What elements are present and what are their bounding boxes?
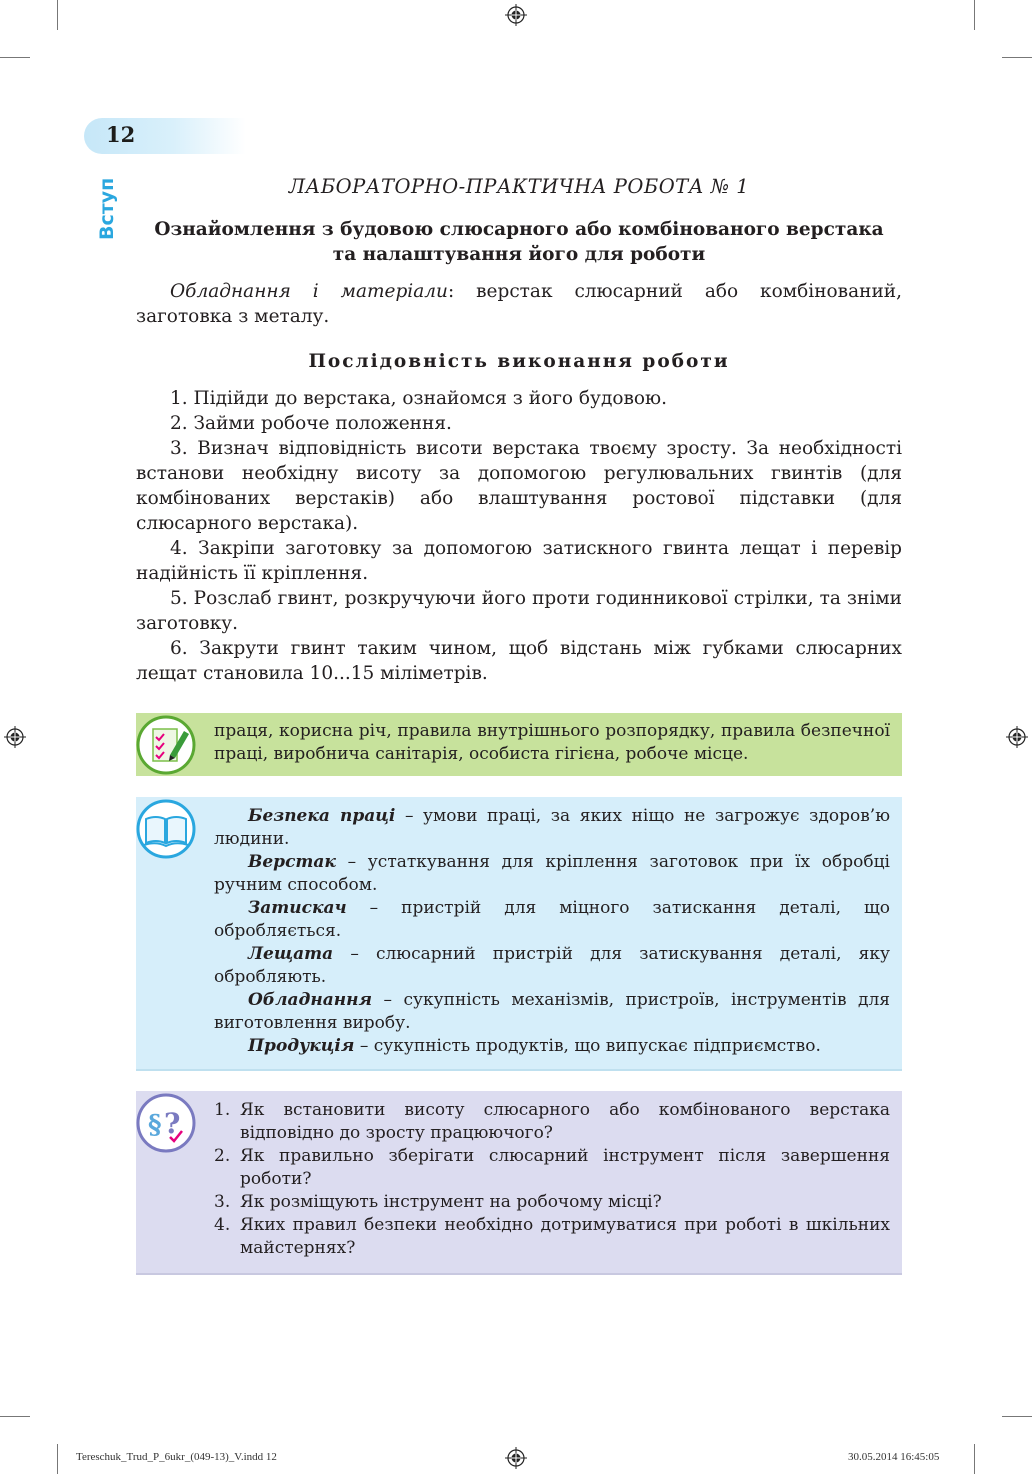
registration-mark-icon <box>505 4 527 26</box>
step-item: 6. Закрути гвинт таким чином, щоб відстань між губками слюсарних лещат становила 10...15 міліметрів. <box>136 638 902 684</box>
questions-list <box>214 1099 890 1260</box>
svg-text:§: § <box>148 1110 162 1140</box>
registration-mark-icon <box>505 1447 527 1469</box>
step-item: 3. Визнач відповідність висоти верстака твоєму зросту. За необхідності встанови необхідну висоту за допомогою регулювальних гвинтів (для комбінованих верстаків) або влаштування ростової підставки (для слюсарного верстака). <box>136 438 902 534</box>
step-item: 1. Підійди до верстака, ознайомся з його будовою. <box>170 388 668 409</box>
checklist-pencil-icon <box>136 715 196 775</box>
definition-text: – сукупність продуктів, що випускає підприємство. <box>354 1036 821 1056</box>
lab-subtitle-line: Ознайомлення з будовою слюсарного або комбінованого верстака <box>154 219 884 240</box>
crop-mark <box>0 1416 30 1417</box>
definitions-box <box>136 797 902 1071</box>
footer-filename: Tereschuk_Trud_P_6ukr_(049-13)_V.indd 12 <box>76 1451 277 1463</box>
definition-term: Обладнання <box>248 990 373 1010</box>
lab-title: ЛАБОРАТОРНО-ПРАКТИЧНА РОБОТА № 1 <box>288 175 750 198</box>
equipment-label: Обладнання і матеріали <box>170 281 448 302</box>
sequence-title: Послідовність виконання роботи <box>308 351 730 372</box>
lab-subtitle-line: та налаштування його для роботи <box>332 244 706 265</box>
equipment-text: : верстак слюсарний або комбінований, заготовка з металу. <box>136 281 902 327</box>
step-item: 2. Займи робоче положення. <box>170 413 452 434</box>
step-item: 5. Розслаб гвинт, розкручуючи його проти годинникової стрілки, та зніми заготовку. <box>136 588 902 634</box>
crop-mark <box>974 0 975 30</box>
question-item <box>214 1191 890 1214</box>
svg-text:?: ? <box>164 1107 181 1140</box>
question-text: Як правильно зберігати слюсарний інструмент після завершення роботи? <box>240 1146 890 1189</box>
crop-mark <box>1002 57 1032 58</box>
definition-item <box>214 1035 890 1058</box>
registration-mark-icon <box>4 726 26 748</box>
definition-term: Верстак <box>248 852 336 872</box>
question-number: 4. <box>214 1215 231 1235</box>
definition-text: – сукупність механізмів, пристроїв, інструментів для виготовлення виробу. <box>214 990 890 1033</box>
question-text: Як розміщують інструмент на робочому місці? <box>240 1192 662 1212</box>
section-tag: Вступ <box>96 177 118 240</box>
key-terms-box <box>136 713 902 776</box>
lab-subtitle <box>136 217 902 267</box>
definitions-text <box>214 805 890 1058</box>
question-item <box>214 1099 890 1145</box>
definition-text: – слюсарний пристрій для затискування деталі, яку обробляють. <box>214 944 890 987</box>
step-item: 4. Закріпи заготовку за допомогою затискного гвинта лещат і перевір надійність її кріплення. <box>136 538 902 584</box>
definition-text: – пристрій для міцного затискання деталі, що обробляється. <box>214 898 890 941</box>
definition-item <box>214 943 890 989</box>
footer-timestamp: 30.05.2014 16:45:05 <box>848 1451 940 1463</box>
definition-item <box>214 989 890 1035</box>
definition-term: Лещата <box>248 944 334 964</box>
questions-box <box>136 1091 902 1275</box>
registration-mark-icon <box>1006 726 1028 748</box>
question-number: 2. <box>214 1146 231 1166</box>
definition-term: Безпека праці <box>248 806 396 826</box>
question-number: 1. <box>214 1100 231 1120</box>
crop-mark <box>57 0 58 30</box>
steps-list <box>136 386 902 686</box>
question-item <box>214 1214 890 1260</box>
question-item <box>214 1145 890 1191</box>
key-terms-text: праця, корисна річ, правила внутрішнього розпорядку, правила безпечної праці, виробнича санітарія, особиста гігієна, робоче місце. <box>214 721 890 764</box>
definition-item <box>214 851 890 897</box>
question-section-icon <box>136 1093 196 1153</box>
definition-text: – устаткування для кріплення заготовок при їх обробці ручним способом. <box>214 852 890 895</box>
equipment-paragraph <box>136 279 902 329</box>
definition-item <box>214 897 890 943</box>
page-number: 12 <box>106 122 136 147</box>
question-text: Яких правил безпеки необхідно дотримуватися при роботі в шкільних майстернях? <box>240 1215 890 1258</box>
question-text: Як встановити висоту слюсарного або комбінованого верстака відповідно до зросту працюючого? <box>240 1100 890 1143</box>
definition-term: Продукція <box>248 1036 355 1056</box>
open-book-icon <box>136 799 196 859</box>
definition-text: – умови праці, за яких ніщо не загрожує здоров’ю людини. <box>214 806 890 849</box>
definition-term: Затискач <box>248 898 347 918</box>
question-number: 3. <box>214 1192 231 1212</box>
definition-item <box>214 805 890 851</box>
crop-mark <box>0 57 30 58</box>
crop-mark <box>57 1444 58 1474</box>
crop-mark <box>1002 1416 1032 1417</box>
crop-mark <box>974 1444 975 1474</box>
